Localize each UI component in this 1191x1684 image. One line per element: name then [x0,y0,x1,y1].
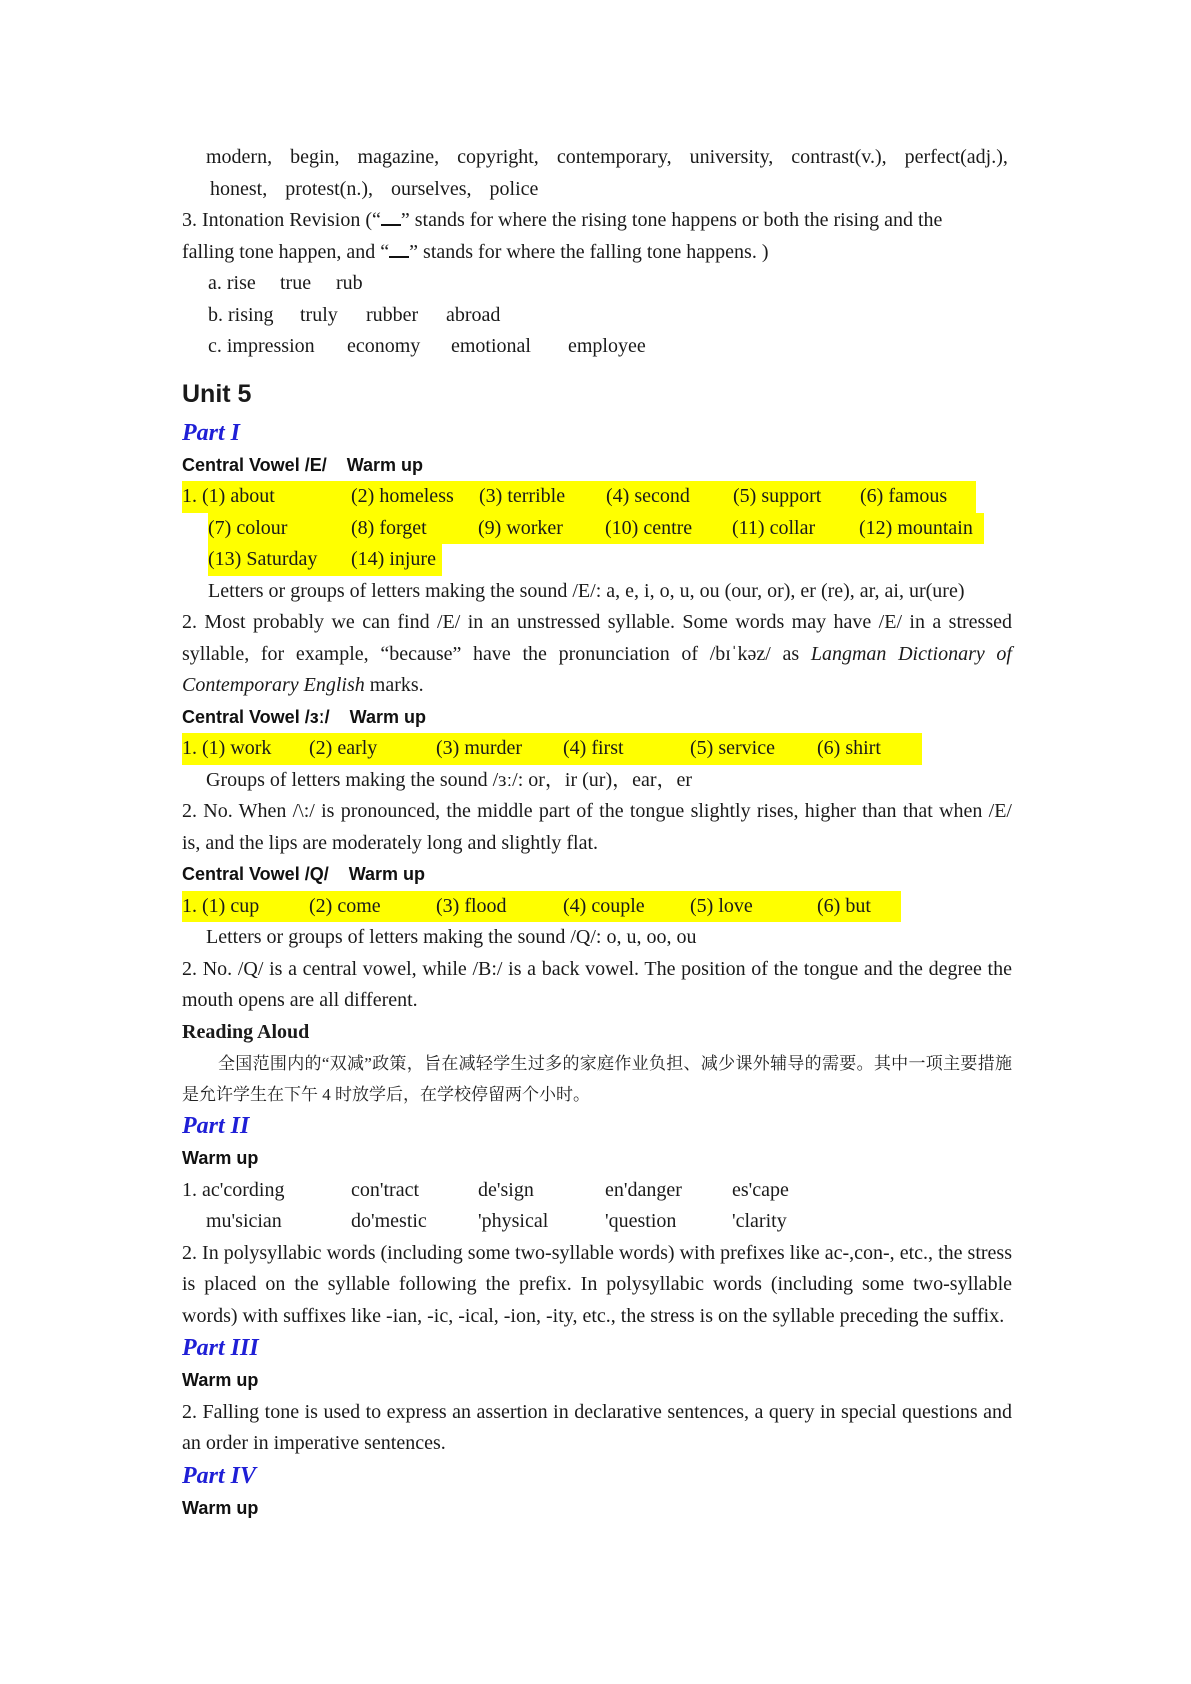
text: ” stands for where the falling tone happens. ) [409,240,769,263]
text: 2. Most probably we can find /E/ in an unstressed syllable. Some words may have /E/ in a stressed syllable, for example, “because” have the pronunciation of /bɪˈkəz/ as [182,611,1012,665]
answer-item: (4) couple [563,894,645,917]
word: 'question [605,1210,677,1232]
answer-item: (6) but [817,894,871,917]
highlight [182,891,901,923]
word: 1. ac'cording [182,1178,285,1201]
word: modern, [206,146,273,168]
word: con'tract [351,1178,420,1201]
answer-row [182,891,1012,923]
text: marks. [364,674,424,696]
explanation-paragraph [182,607,1012,702]
word: ourselves, [390,177,472,200]
text: 3. Intonation Revision (“ [182,209,381,231]
dictionary-title: Langman Dictionary of Contemporary English [182,642,1012,696]
text: ” stands for where the rising tone happens or both the rising and the [400,209,943,231]
answer-item: (2) early [309,737,378,759]
answer-item: (4) second [606,485,690,507]
section-heading: Central Vowel /Q/ Warm up [182,864,426,884]
word: 'clarity [732,1210,787,1232]
highlight [208,544,442,576]
stress-words-line-2 [182,174,1012,206]
answer-item: (9) worker [478,516,563,539]
word: contemporary, [556,146,672,168]
explanation-paragraph: 2. In polysyllabic words (including some two-syllable words) with prefixes like ac-,con-, etc., the stress is placed on the syllable following the prefix. In polysyllabic words (including some two-syllable words) with suffixes like -ian, -ic, -ical, -ion, -ity, etc., the stress is on the syllable preceding the suffix. [182,1241,1012,1327]
part-4-title: Part IV [182,1462,257,1489]
explanation-paragraph: 2. Falling tone is used to express an assertion in declarative sentences, a query in special questions and an order in imperative sentences. [182,1400,1012,1454]
word: copyright, [457,146,539,168]
word: en'danger [605,1178,682,1201]
answer-item: 1. (1) cup [182,894,260,917]
part-1-title: Part I [182,419,241,446]
answer-item: (5) support [733,485,822,507]
word: emotional [451,335,531,357]
explanation-paragraph: 2. No. When /\:/ is pronounced, the middle part of the tongue slightly rises, higher than that when /E/ is, and the lips are moderately long and slightly flat. [182,800,1012,854]
answer-item: (13) Saturday [208,548,318,570]
reading-aloud-heading: Reading Aloud [182,1020,310,1043]
word: c. impression [208,335,315,357]
word: protest(n.), [285,177,373,200]
answer-row [182,544,1012,576]
falling-tone-blank [389,242,409,258]
word: b. rising [208,303,274,326]
answer-item: (6) shirt [817,737,881,759]
answer-item: (8) forget [351,516,427,539]
word: 'physical [478,1210,549,1232]
intonation-row-b [182,300,1012,332]
answer-item: (7) colour [208,516,288,539]
word: honest, [210,177,268,200]
letters-note: Letters or groups of letters making the sound /E/: a, e, i, o, u, ou (our, or), er (re), ar, ai, ur(ure) [208,579,965,602]
highlight [182,733,922,765]
answer-item: (6) famous [860,485,948,507]
answer-item: (12) mountain [859,516,973,539]
answer-item: (3) terrible [479,485,566,507]
word: true [280,272,312,294]
intonation-instruction-2 [182,237,1012,269]
word: magazine, [357,146,440,168]
stress-words-line-1 [182,142,1012,174]
answer-row [182,481,1012,513]
word: begin, [290,146,340,168]
answer-key-page [182,142,1012,1524]
answer-item: (2) homeless [351,485,454,507]
word: truly [300,303,338,326]
letters-note: Letters or groups of letters making the sound /Q/: o, u, oo, ou [206,926,697,948]
part-2-title: Part II [182,1113,250,1139]
word: mu'sician [206,1210,282,1232]
part-3-title: Part III [182,1335,259,1361]
word: rub [336,272,363,294]
answer-row [182,513,1012,545]
word: a. rise [208,272,256,294]
word: de'sign [478,1178,534,1201]
word: contrast(v.), [791,146,887,168]
answer-item: (3) flood [436,894,507,917]
answer-item: (14) injure [351,548,436,570]
intonation-row-a [182,268,1012,300]
stress-row [182,1206,1012,1238]
answer-item: (5) love [690,894,753,917]
explanation-paragraph: 2. No. /Q/ is a central vowel, while /B:/ is a back vowel. The position of the tongue and the degree the mouth opens are all different. [182,957,1012,1011]
section-heading: Warm up [182,1497,259,1518]
answer-item: (4) first [563,737,624,759]
answer-item: (11) collar [732,516,816,539]
intonation-instruction-1 [182,205,1012,237]
word: rubber [366,303,419,326]
text: falling tone happen, and “ [182,240,390,263]
word: university, [689,146,774,168]
word: perfect(adj.), [904,146,1008,168]
word: economy [347,335,421,357]
section-heading: Central Vowel /E/ Warm up [182,454,424,475]
reading-aloud-text: 全国范围内的“双减”政策，旨在减轻学生过多的家庭作业负担、减少课外辅导的需要。其中一项主要措施是允许学生在下午 4 时放学后，在学校停留两个小时。 [182,1054,1012,1104]
word: es'cape [732,1178,789,1201]
section-heading: Warm up [182,1148,259,1168]
answer-item: 1. (1) work [182,737,272,759]
rising-tone-blank [381,210,401,226]
word: employee [568,335,646,357]
letters-note: Groups of letters making the sound /ɜː/: or，ir (ur)，ear，er [206,768,693,791]
word: police [489,177,539,200]
word: do'mestic [351,1210,427,1232]
answer-item: (5) service [690,737,775,759]
answer-item: (10) centre [605,516,693,539]
answer-item: 1. (1) about [182,485,275,507]
intonation-row-c [182,331,1012,363]
highlight [208,513,984,545]
section-heading: Central Vowel /ɜː/ Warm up [182,706,426,727]
word: abroad [446,303,501,326]
answer-row [182,733,1012,765]
section-heading: Warm up [182,1370,259,1390]
answer-item: (2) come [309,894,381,917]
answer-item: (3) murder [436,737,523,759]
unit-title: Unit 5 [182,379,252,408]
highlight [182,481,976,513]
stress-row [182,1175,1012,1207]
